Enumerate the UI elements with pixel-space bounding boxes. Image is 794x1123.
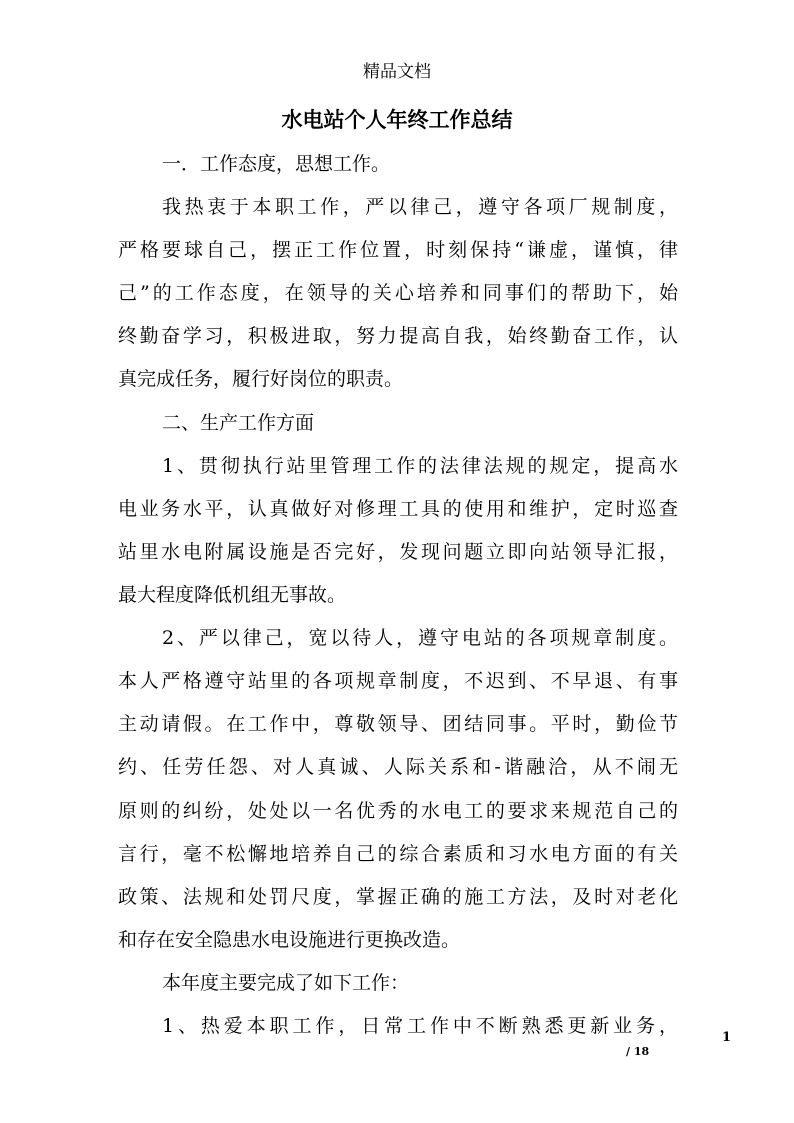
page-header: 精品文档: [363, 62, 431, 82]
paragraph-line: 2、严以律己，宽以待人，遵守电站的各项规章制度。: [162, 627, 678, 649]
paragraph-line: 约、任劳任怨、对人真诚、人际关系和-谐融洽，从不闹无: [118, 756, 678, 778]
paragraph-line: 政策、法规和处罚尺度，掌握正确的施工方法，及时对老化: [118, 886, 678, 908]
paragraph-line: 1、热爱本职工作，日常工作中不断熟悉更新业务，: [162, 1015, 678, 1037]
paragraph-line: 己”的工作态度，在领导的关心培养和同事们的帮助下，始: [118, 282, 678, 304]
page-number: 1: [722, 1030, 732, 1045]
paragraph-line: 主动请假。在工作中，尊敬领导、团结同事。平时，勤俭节: [118, 713, 678, 735]
page-total: / 18: [626, 1045, 650, 1058]
section-heading-2: 二、生产工作方面: [162, 412, 315, 434]
paragraph-line: 最大程度降低机组无事故。: [118, 584, 347, 606]
paragraph-line: 严格要球自己，摆正工作位置，时刻保持“谦虚，谨慎，律: [118, 239, 678, 261]
paragraph-line: 真完成任务，履行好岗位的职责。: [118, 368, 404, 390]
document-title: 水电站个人年终工作总结: [281, 107, 513, 132]
paragraph-line: 和存在安全隐患水电设施进行更换改造。: [118, 929, 461, 951]
paragraph-line: 我热衷于本职工作，严以律己，遵守各项厂规制度，: [162, 196, 678, 218]
paragraph-line: 1、贯彻执行站里管理工作的法律法规的规定，提高水: [162, 455, 678, 477]
paragraph-line: 言行，毫不松懈地培养自己的综合素质和习水电方面的有关: [118, 843, 678, 865]
section-heading-1: 一．工作态度，思想工作。: [162, 153, 391, 175]
paragraph-line: 本年度主要完成了如下工作：: [162, 972, 410, 994]
paragraph-line: 站里水电附属设施是否完好，发现问题立即向站领导汇报，: [118, 541, 678, 563]
paragraph-line: 终勤奋学习，积极进取，努力提高自我，始终勤奋工作，认: [118, 325, 678, 347]
paragraph-line: 电业务水平，认真做好对修理工具的使用和维护，定时巡查: [118, 498, 678, 520]
paragraph-line: 原则的纠纷，处处以一名优秀的水电工的要求来规范自己的: [118, 800, 678, 822]
paragraph-line: 本人严格遵守站里的各项规章制度，不迟到、不早退、有事: [118, 670, 678, 692]
